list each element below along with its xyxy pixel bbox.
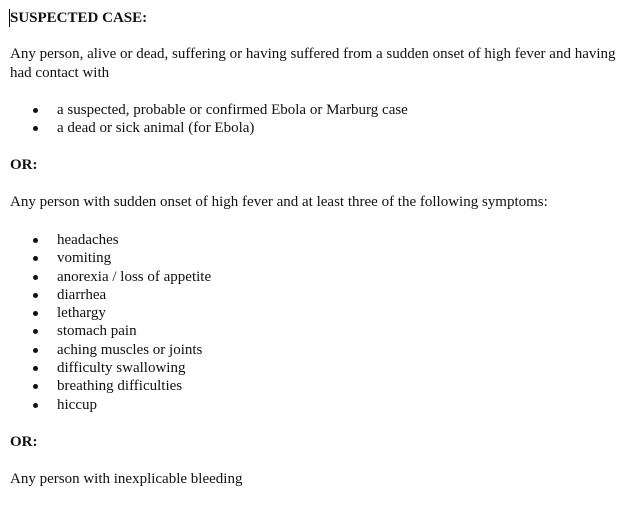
bullet-icon — [33, 366, 38, 371]
list-item-text: anorexia / loss of appetite — [57, 268, 212, 285]
bullet-icon — [33, 403, 38, 408]
bullet-icon — [33, 329, 38, 334]
list-item-text: diarrhea — [57, 286, 107, 303]
intro-paragraph: Any person, alive or dead, suffering or having suffered from a sudden onset of high fever and having had contact with — [10, 46, 616, 81]
bullet-icon — [33, 311, 38, 316]
list-item — [0, 341, 211, 359]
bleeding-paragraph: Any person with inexplicable bleeding — [10, 471, 243, 487]
bullet-icon — [33, 108, 38, 113]
list-item — [0, 249, 211, 267]
bullet-icon — [33, 126, 38, 131]
or-label-2: OR: — [10, 434, 38, 450]
list-item-text: aching muscles or joints — [57, 341, 203, 358]
list-item — [0, 268, 211, 286]
list-item-text: headaches — [57, 232, 119, 248]
list-item — [0, 322, 211, 340]
list-item-text: a dead or sick animal (for Ebola) — [57, 120, 255, 137]
list-item-text: stomach pain — [57, 323, 137, 340]
list-item-text: difficulty swallowing — [57, 360, 186, 377]
list-item-text: hiccup — [57, 396, 97, 413]
list-item — [0, 377, 211, 395]
list-item-text: breathing difficulties — [57, 378, 183, 395]
list-item — [0, 101, 408, 119]
list-item — [0, 396, 211, 414]
bullet-icon — [33, 384, 38, 389]
list-item-text: lethargy — [57, 305, 106, 322]
list-item-text: a suspected, probable or confirmed Ebola or Marburg case — [57, 102, 408, 118]
bullet-icon — [33, 293, 38, 298]
list-item — [0, 119, 408, 137]
list-item — [0, 231, 211, 249]
bullet-icon — [33, 275, 38, 280]
contact-list — [0, 101, 408, 138]
bullet-icon — [33, 238, 38, 243]
or-label-1: OR: — [10, 157, 38, 173]
symptoms-intro-paragraph: Any person with sudden onset of high fever and at least three of the following symptoms: — [10, 194, 548, 210]
list-item — [0, 304, 211, 322]
bullet-icon — [33, 348, 38, 353]
list-item — [0, 286, 211, 304]
list-item-text: vomiting — [57, 250, 112, 267]
symptoms-list — [0, 231, 211, 414]
heading-suspected-case: SUSPECTED CASE: — [10, 10, 148, 26]
bullet-icon — [33, 256, 38, 261]
list-item — [0, 359, 211, 377]
